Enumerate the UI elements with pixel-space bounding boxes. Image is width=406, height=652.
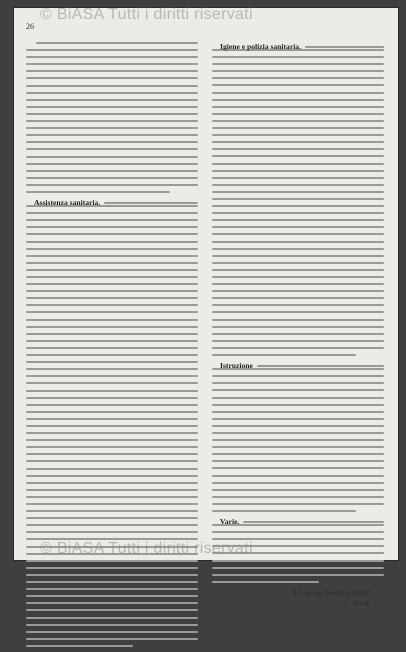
signature-block <box>212 588 384 608</box>
signature-name: L. Hadje <box>344 598 370 607</box>
document-page <box>14 6 398 607</box>
signature-role: Il Capo dei Servizi statistici <box>292 588 370 597</box>
section-heading-istruzione: Istruzione <box>220 361 253 371</box>
watermark-bottom: © BiASA Tutti i diritti riservati <box>40 540 253 557</box>
page-number: 26 <box>26 22 34 31</box>
section-heading-igiene: Igiene e polizia sanitaria. <box>220 42 301 51</box>
column-right <box>212 42 384 608</box>
section-heading-varie: Varie. <box>220 517 240 527</box>
section-heading-assistenza: Assistenza sanitaria. <box>34 198 101 208</box>
watermark-top: © BiASA Tutti i diritti riservati <box>40 6 253 23</box>
column-left <box>26 42 198 652</box>
